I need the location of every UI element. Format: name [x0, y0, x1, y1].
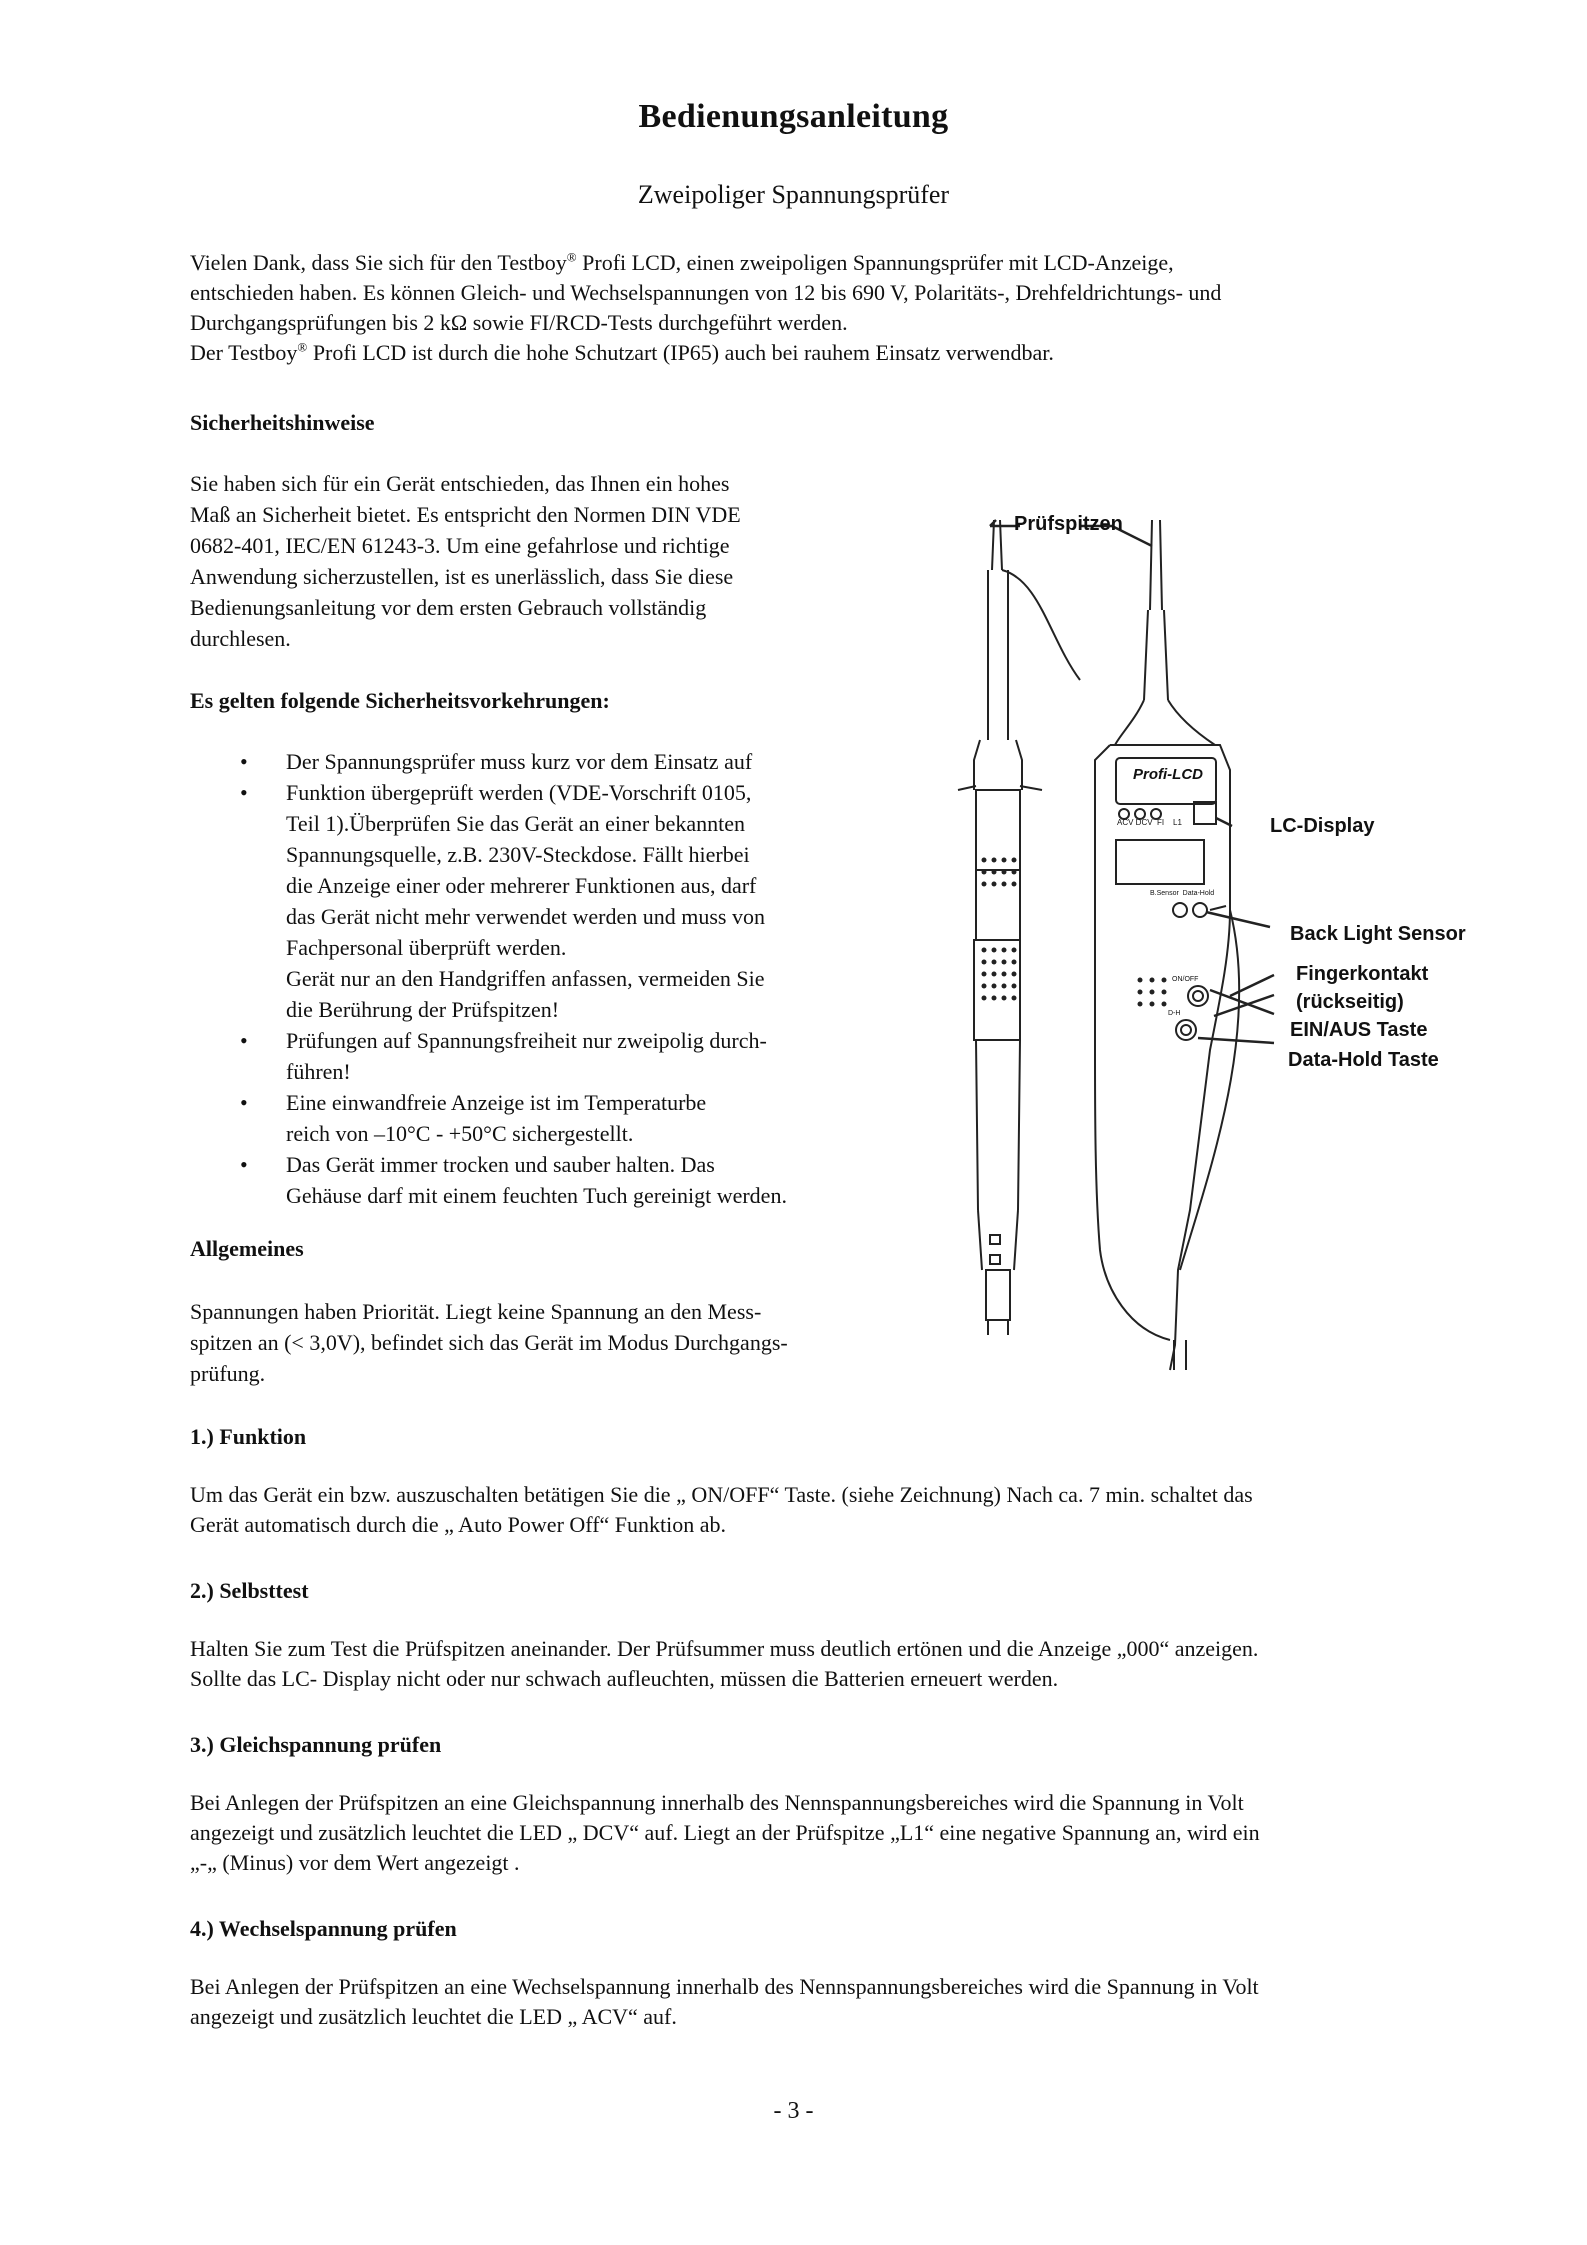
safety-heading: Sicherheitshinweise: [190, 410, 375, 435]
section-dc-text: Bei Anlegen der Prüfspitzen an eine Gleichspannung innerhalb des Nennspannungsbereiches wird die Spannung in Volt angezeigt und zusätzlich leuchtet die LED „ DCV“ auf. Liegt an der Prüfspitze „L1“ eine negative Spannung an, wird ein „-„ (Minus) vor dem Wert angezeigt .: [190, 1790, 1260, 1875]
label-data-hold: Data-Hold Taste: [1288, 1049, 1439, 1071]
tester-illustration: [930, 490, 1530, 1410]
list-item: • Funktion übergeprüft werden (VDE-Vorschrift 0105, Teil 1).Überprüfen Sie das Gerät an einer bekannten Spannungsquelle, z.B. 230V-Steckdose. Fällt hierbei die Anzeige einer oder mehrerer Funktionen aus, darf das Gerät nicht mehr verwendet werden und muss von Fachpersonal überprüft werden. Gerät nur an den Handgriffen anfassen, vermeiden Sie die Berührung der Prüfspitzen!: [190, 777, 910, 1025]
device-brand-label: Profi-LCD: [1133, 766, 1203, 783]
list-item: • Der Spannungsprüfer muss kurz vor dem Einsatz auf: [190, 746, 910, 777]
label-probes: Prüfspitzen: [1014, 513, 1123, 535]
precautions-list: [190, 746, 910, 1211]
document-subtitle: Zweipoliger Spannungsprüfer: [637, 180, 950, 209]
device-led-labels: ACV DCV FI L1: [1117, 818, 1182, 827]
section-heading-selftest: 2.) Selbsttest: [190, 1578, 309, 1603]
intro-line-1: Vielen Dank, dass Sie sich für den Testboy® Profi LCD, einen zweipoligen Spannungsprüfer mit LCD-Anzeige,: [190, 249, 1174, 275]
tester-body: [1095, 745, 1239, 1370]
precautions-heading: Es gelten folgende Sicherheitsvorkehrungen:: [190, 688, 610, 713]
bullet-icon: •: [240, 780, 248, 805]
safety-line: Maß an Sicherheit bietet. Es entspricht den Normen DIN VDE: [190, 502, 741, 527]
label-on-off: EIN/AUS Taste: [1290, 1019, 1428, 1041]
label-back-light-sensor: Back Light Sensor: [1290, 923, 1466, 945]
general-line: Spannungen haben Priorität. Liegt keine Spannung an den Mess-: [190, 1299, 762, 1324]
safety-line: Sie haben sich für ein Gerät entschieden, das Ihnen ein hohes: [190, 471, 730, 496]
label-lc-display: LC-Display: [1270, 815, 1375, 837]
safety-paragraph: [190, 468, 890, 654]
document-title: Bedienungsanleitung: [638, 98, 949, 135]
section-selftest-text: Halten Sie zum Test die Prüfspitzen aneinander. Der Prüfsummer muss deutlich ertönen und die Anzeige „000“ anzeigen. Sollte das LC- Display nicht oder nur schwach aufleuchten, müssen die Batterien erneuert werden.: [190, 1636, 1259, 1691]
intro-line-4: Der Testboy® Profi LCD ist durch die hohe Schutzart (IP65) auch bei rauhem Einsatz verwendbar.: [190, 339, 1054, 365]
safety-line: 0682-401, IEC/EN 61243-3. Um eine gefahrlose und richtige: [190, 533, 730, 558]
bullet-icon: •: [240, 1028, 248, 1053]
safety-line: durchlesen.: [190, 626, 291, 651]
speaker-grille: [982, 858, 1167, 1007]
section-heading-dc: 3.) Gleichspannung prüfen: [190, 1732, 442, 1757]
device-sensor-labels: B.Sensor Data-Hold: [1150, 890, 1215, 897]
left-probe: [958, 520, 1042, 1335]
callout-lines: [990, 520, 1274, 1043]
section-heading-function: 1.) Funktion: [190, 1424, 307, 1449]
right-probe: [1115, 520, 1215, 745]
intro-line-2: entschieden haben. Es können Gleich- und Wechselspannungen von 12 bis 690 V, Polaritäts-, Drehfeldrichtungs- und: [190, 280, 1222, 305]
bullet-icon: •: [240, 1090, 248, 1115]
intro-paragraph: [190, 248, 1508, 368]
tester-drawing: [930, 490, 1530, 1410]
general-heading: Allgemeines: [190, 1236, 304, 1261]
bullet-icon: •: [240, 749, 248, 774]
section-function-text: Um das Gerät ein bzw. auszuschalten betätigen Sie die „ ON/OFF“ Taste. (siehe Zeichnung) Nach ca. 7 min. schaltet das Gerät automatisch durch die „ Auto Power Off“ Funktion ab.: [190, 1482, 1253, 1537]
probe-cable: [1002, 570, 1080, 680]
general-line: spitzen an (< 3,0V), befindet sich das Gerät im Modus Durchgangs-: [190, 1330, 788, 1355]
list-item: • Prüfungen auf Spannungsfreiheit nur zweipolig durch- führen!: [190, 1025, 910, 1087]
list-item: • Das Gerät immer trocken und sauber halten. Das Gehäuse darf mit einem feuchten Tuch gereinigt werden.: [190, 1149, 910, 1211]
label-finger-contact: Fingerkontakt (rückseitig): [1296, 963, 1429, 1013]
page-number: - 3 -: [773, 2098, 814, 2124]
safety-line: Anwendung sicherzustellen, ist es unerlässlich, dass Sie diese: [190, 564, 734, 589]
safety-line: Bedienungsanleitung vor dem ersten Gebrauch vollständig: [190, 595, 707, 620]
bullet-icon: •: [240, 1152, 248, 1177]
general-paragraph: [190, 1296, 930, 1389]
device-dh-label: D-H: [1168, 1010, 1181, 1017]
section-ac-text: Bei Anlegen der Prüfspitzen an eine Wechselspannung innerhalb des Nennspannungsbereiches wird die Spannung in Volt angezeigt und zusätzlich leuchtet die LED „ ACV“ auf.: [190, 1974, 1259, 2029]
list-item: • Eine einwandfreie Anzeige ist im Temperaturbe reich von –10°C - +50°C sichergestellt.: [190, 1087, 910, 1149]
device-onoff-label: ON/OFF: [1172, 976, 1199, 983]
intro-line-3: Durchgangsprüfungen bis 2 kΩ sowie FI/RCD-Tests durchgeführt werden.: [190, 310, 848, 335]
section-heading-ac: 4.) Wechselspannung prüfen: [190, 1916, 457, 1941]
general-line: prüfung.: [190, 1361, 266, 1386]
